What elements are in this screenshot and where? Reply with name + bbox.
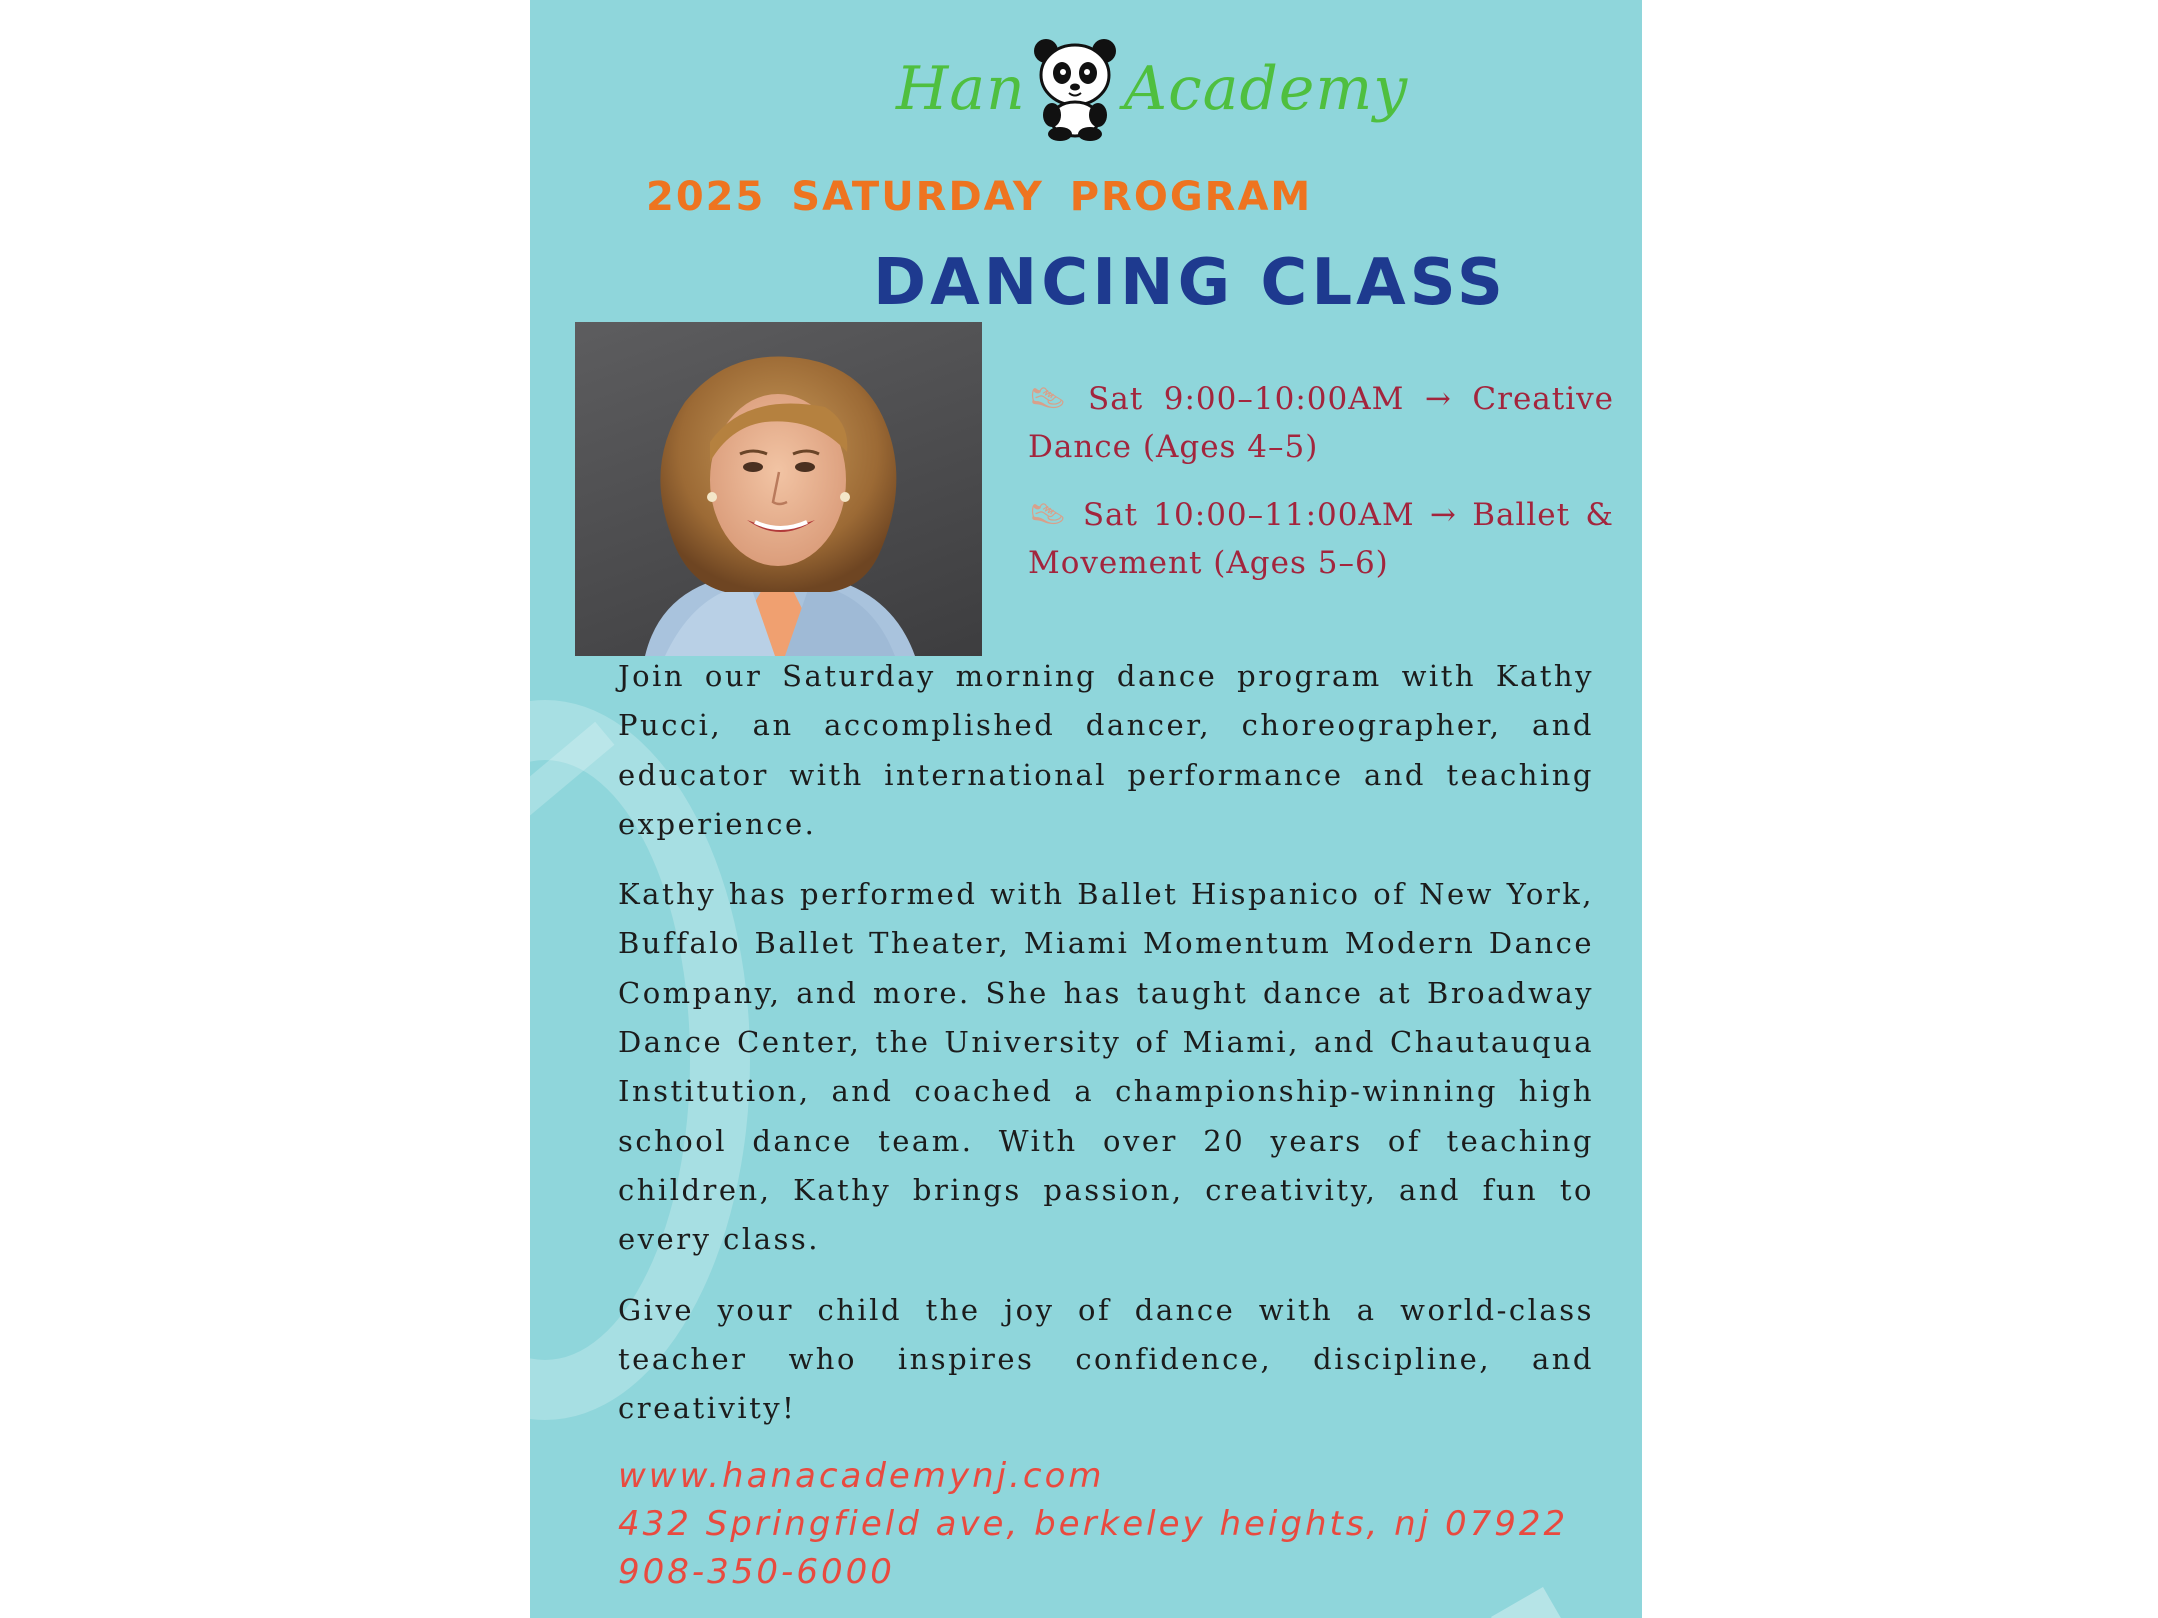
class-title: DANCING CLASS <box>873 246 1507 320</box>
han-academy-logo <box>896 34 1408 144</box>
phone-number[interactable]: 908-350-6000 <box>618 1552 895 1592</box>
logo-right-word: Academy <box>1123 54 1409 124</box>
logo-left-word: Han <box>896 54 1026 124</box>
schedule-item-text: Sat 9:00–10:00AM → Creative Dance (Ages 4–5) <box>1028 381 1614 465</box>
instructor-photo <box>575 322 982 656</box>
description-paragraph: Kathy has performed with Ballet Hispanico of New York, Buffalo Ballet Theater, Miami Momentum Modern Dance Company, and more. She has taught dance at Broadway Dance Center, the University of Miami, and Chautauqua Institution, and coached a championship-winning high school dance team. With over 20 years of teaching children, Kathy brings passion, creativity, and fun to every class. <box>618 877 1594 1257</box>
website-link[interactable]: www.hanacademynj.com <box>618 1456 1105 1496</box>
address-text: 432 Springfield ave, berkeley heights, nj 07922 <box>618 1504 1569 1544</box>
contact-info <box>618 1452 1568 1596</box>
ballet-shoes-icon: 👟︎ <box>1028 497 1073 533</box>
description <box>618 652 1594 1454</box>
program-title: 2025 SATURDAY PROGRAM <box>646 174 1313 220</box>
schedule-item-text: Sat 10:00–11:00AM → Ballet & Movement (Ages 5–6) <box>1028 497 1614 581</box>
schedule-item <box>1028 491 1614 587</box>
ballet-shoes-icon: 👟︎ <box>1028 381 1079 417</box>
schedule-item <box>1028 375 1614 471</box>
description-paragraph: Join our Saturday morning dance program with Kathy Pucci, an accomplished dancer, choreographer, and educator with international performance and teaching experience. <box>618 659 1594 841</box>
schedule <box>1028 375 1614 607</box>
panda-icon <box>1032 37 1118 141</box>
description-paragraph: Give your child the joy of dance with a world-class teacher who inspires confidence, discipline, and creativity! <box>618 1292 1594 1426</box>
instructor-portrait <box>575 322 982 656</box>
flyer <box>530 0 1642 1618</box>
